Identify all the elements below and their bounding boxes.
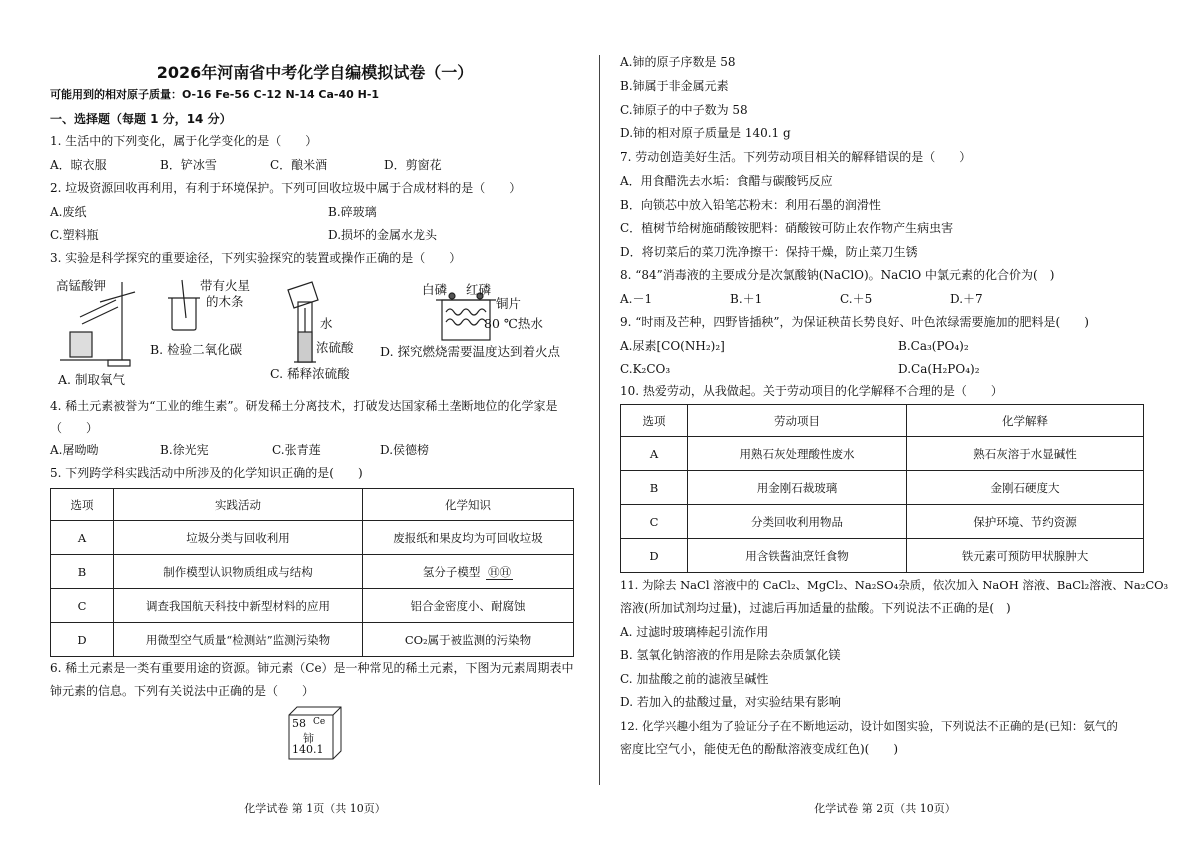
element-name: 铈: [303, 732, 314, 745]
q2-option-c: C.塑料瓶: [50, 228, 99, 242]
label-glowing-stick-2: 的木条: [206, 294, 244, 309]
q11-option-d: D. 若加入的盐酸过量，对实验结果有影响: [620, 695, 841, 709]
table-cell: B: [621, 471, 688, 505]
question-10: 10. 热爱劳动，从我做起。关于劳动项目的化学解释不合理的是（ ）: [620, 384, 1003, 398]
label-red-phosphorus: 红磷: [466, 282, 492, 297]
table-cell: C: [51, 589, 114, 623]
header-option: 选项: [621, 405, 688, 437]
q11-option-a: A. 过滤时玻璃棒起引流作用: [620, 625, 769, 639]
question-1: 1. 生活中的下列变化，属于化学变化的是（ ）: [50, 134, 318, 148]
question-12: 12. 化学兴趣小组为了验证分子在不断地运动，设计如图实验，下列说法不正确的是(已知：氨气的: [620, 719, 1118, 733]
table-row: [51, 521, 574, 555]
page-1: [50, 0, 580, 849]
question-11: 11. 为除去 NaCl 溶液中的 CaCl₂、MgCl₂、Na₂SO₄杂质，依次加入 NaOH 溶液、BaCl₂溶液、Na₂CO₃: [620, 578, 1169, 592]
header-explanation: 化学解释: [907, 405, 1144, 437]
q1-option-d: D．剪窗花: [384, 158, 442, 172]
table-cell: B: [51, 555, 114, 589]
caption-c: C. 稀释浓硫酸: [270, 366, 350, 381]
table-cell: 保护环境、节约资源: [907, 505, 1144, 539]
table-cell: 铝合金密度小、耐腐蚀: [363, 589, 574, 623]
label-white-phosphorus: 白磷: [422, 282, 448, 297]
table-cell: A: [621, 437, 688, 471]
apparatus-a-icon: [60, 282, 135, 366]
element-symbol: Ce: [313, 717, 326, 727]
question-4: 4. 稀土元素被誉为“工业的维生素”。研发稀土分离技术，打破发达国家稀土垄断地位的化学家是: [50, 399, 558, 413]
element-cerium-card: [283, 705, 343, 761]
hydrogen-molecule-icon: ⒽⒽ: [488, 564, 512, 579]
label-potassium-permanganate: 高锰酸钾: [56, 278, 107, 293]
table-cell: A: [51, 521, 114, 555]
table-cell: 废报纸和果皮均为可回收垃圾: [363, 521, 574, 555]
table-cell: 金刚石硬度大: [907, 471, 1144, 505]
q4-option-d: D.侯德榜: [380, 443, 430, 457]
q6-option-b: B.铈属于非金属元素: [620, 79, 729, 93]
table-cell: 调查我国航天科技中新型材料的应用: [114, 589, 363, 623]
hydrogen-model-label: 氢分子模型: [422, 564, 481, 579]
footer-page-1: 化学试卷 第 1页（共 10页）: [244, 802, 386, 815]
q11-option-b: B. 氢氧化钠溶液的作用是除去杂质氯化镁: [620, 648, 841, 662]
q8-option-c: C.＋5: [840, 292, 873, 306]
table-cell: CO₂属于被监测的污染物: [363, 623, 574, 657]
table-cell: D: [51, 623, 114, 657]
question-6: 6. 稀土元素是一类有重要用途的资源。铈元素（Ce）是一种常见的稀土元素，下图为元素周期表中: [50, 661, 574, 675]
header-project: 劳动项目: [688, 405, 907, 437]
q9-option-c: C.K₂CO₃: [620, 362, 671, 376]
table-header-row: [621, 405, 1144, 437]
caption-b: B. 检验二氧化碳: [150, 342, 243, 357]
header-activity: 实践活动: [114, 489, 363, 521]
page-2: [620, 0, 1169, 849]
header-option: 选项: [51, 489, 114, 521]
table-cell: 铁元素可预防甲状腺肿大: [907, 539, 1144, 573]
table-cell: 用熟石灰处理酸性废水: [688, 437, 907, 471]
table-row: [51, 623, 574, 657]
atomic-number: 58: [292, 717, 306, 730]
question-7: 7. 劳动创造美好生活。下列劳动项目相关的解释错误的是（ ）: [620, 150, 972, 164]
label-water: 水: [320, 316, 333, 331]
q6-option-c: C.铈原子的中子数为 58: [620, 103, 748, 117]
q9-option-d: D.Ca(H₂PO₄)₂: [898, 362, 980, 376]
caption-d: D. 探究燃烧需要温度达到着火点: [380, 344, 561, 359]
q3-figure: [50, 272, 580, 392]
question-2: 2. 垃圾资源回收再利用，有利于环境保护。下列可回收垃圾中属于合成材料的是（ ）: [50, 181, 522, 195]
q8-option-d: D.＋7: [950, 292, 983, 306]
table-row: [621, 505, 1144, 539]
table-cell: C: [621, 505, 688, 539]
table-cell: [363, 555, 574, 589]
q4-option-b: B.徐光宪: [160, 443, 209, 457]
question-9: 9. “时雨及芒种，四野皆插秧”，为保证秧苗长势良好、叶色浓绿需要施加的肥料是( ): [620, 315, 1089, 329]
table-row: [51, 589, 574, 623]
q11-option-c: C. 加盐酸之前的滤液呈碱性: [620, 672, 769, 686]
q7-option-d: D．将切菜后的菜刀洗净擦干：保持干燥，防止菜刀生锈: [620, 245, 918, 259]
table-cell: D: [621, 539, 688, 573]
q9-option-a: A.尿素[CO(NH₂)₂]: [620, 339, 725, 353]
question-12-cont: 密度比空气小，能使无色的酚酞溶液变成红色)( ): [620, 742, 899, 756]
q4-option-a: A.屠呦呦: [50, 443, 99, 457]
q1-option-a: A．晾衣服: [50, 158, 107, 172]
question-3: 3. 实验是科学探究的重要途径，下列实验探究的装置或操作正确的是（ ）: [50, 251, 462, 265]
label-glowing-stick-1: 带有火星: [200, 278, 251, 293]
q9-option-b: B.Ca₃(PO₄)₂: [898, 339, 969, 353]
q7-option-b: B．向锁芯中放入铅笔芯粉末：利用石墨的润滑性: [620, 198, 881, 212]
table-header-row: [51, 489, 574, 521]
apparatus-c-icon: [288, 282, 318, 362]
label-sulfuric-acid: 浓硫酸: [316, 340, 354, 355]
table-cell: 用金刚石裁玻璃: [688, 471, 907, 505]
exam-title: 2026年河南省中考化学自编模拟试卷（一）: [156, 63, 474, 82]
q6-option-a: A.铈的原子序数是 58: [620, 55, 736, 69]
question-11-cont: 溶液(所加试剂均过量)，过滤后再加适量的盐酸。下列说法不正确的是( ): [620, 601, 1011, 615]
q1-option-c: C．酿米酒: [270, 158, 328, 172]
atomic-mass: 140.1: [292, 743, 324, 756]
q5-table: [50, 488, 574, 657]
q10-table: [620, 404, 1144, 573]
column-divider: [599, 55, 600, 785]
table-row: [621, 437, 1144, 471]
q8-option-b: B.＋1: [730, 292, 763, 306]
label-copper: 铜片: [496, 296, 522, 311]
q7-option-c: C．植树节给树施硝酸铵肥料：硝酸铵可防止农作物产生病虫害: [620, 221, 954, 235]
q8-option-a: A.－1: [620, 292, 653, 306]
table-cell: 熟石灰溶于水显碱性: [907, 437, 1144, 471]
table-row: [621, 539, 1144, 573]
table-row: [621, 471, 1144, 505]
table-cell: 制作模型认识物质组成与结构: [114, 555, 363, 589]
q2-option-b: B.碎玻璃: [328, 205, 377, 219]
section-heading: 一、选择题（每题 1 分，14 分）: [50, 112, 232, 126]
table-cell: 用微型空气质量“检测站”监测污染物: [114, 623, 363, 657]
question-5: 5. 下列跨学科实践活动中所涉及的化学知识正确的是( ): [50, 466, 363, 480]
header-knowledge: 化学知识: [363, 489, 574, 521]
question-8: 8. “84”消毒液的主要成分是次氯酸钠(NaClO)。NaClO 中氯元素的化合价为( ): [620, 268, 1055, 282]
q2-option-d: D.损坏的金属水龙头: [328, 228, 438, 242]
q1-option-b: B．铲冰雪: [160, 158, 217, 172]
footer-page-2: 化学试卷 第 2页（共 10页）: [814, 802, 956, 815]
question-4-bracket: （ ）: [50, 421, 99, 435]
atomic-masses: 可能用到的相对原子质量：O-16 Fe-56 C-12 N-14 Ca-40 H-1: [50, 88, 380, 101]
q6-option-d: D.铈的相对原子质量是 140.1 g: [620, 126, 791, 140]
apparatus-b-icon: [168, 280, 200, 330]
label-hot-water: 80 ℃热水: [484, 316, 543, 331]
q4-option-c: C.张青莲: [272, 443, 321, 457]
table-cell: 垃圾分类与回收利用: [114, 521, 363, 555]
question-6-cont: 铈元素的信息。下列有关说法中正确的是（ ）: [50, 684, 315, 698]
q7-option-a: A．用食醋洗去水垢：食醋与碳酸钙反应: [620, 174, 833, 188]
table-row: [51, 555, 574, 589]
q2-option-a: A.废纸: [50, 205, 87, 219]
table-cell: 用含铁酱油烹饪食物: [688, 539, 907, 573]
table-cell: 分类回收利用物品: [688, 505, 907, 539]
caption-a: A. 制取氧气: [58, 372, 125, 387]
